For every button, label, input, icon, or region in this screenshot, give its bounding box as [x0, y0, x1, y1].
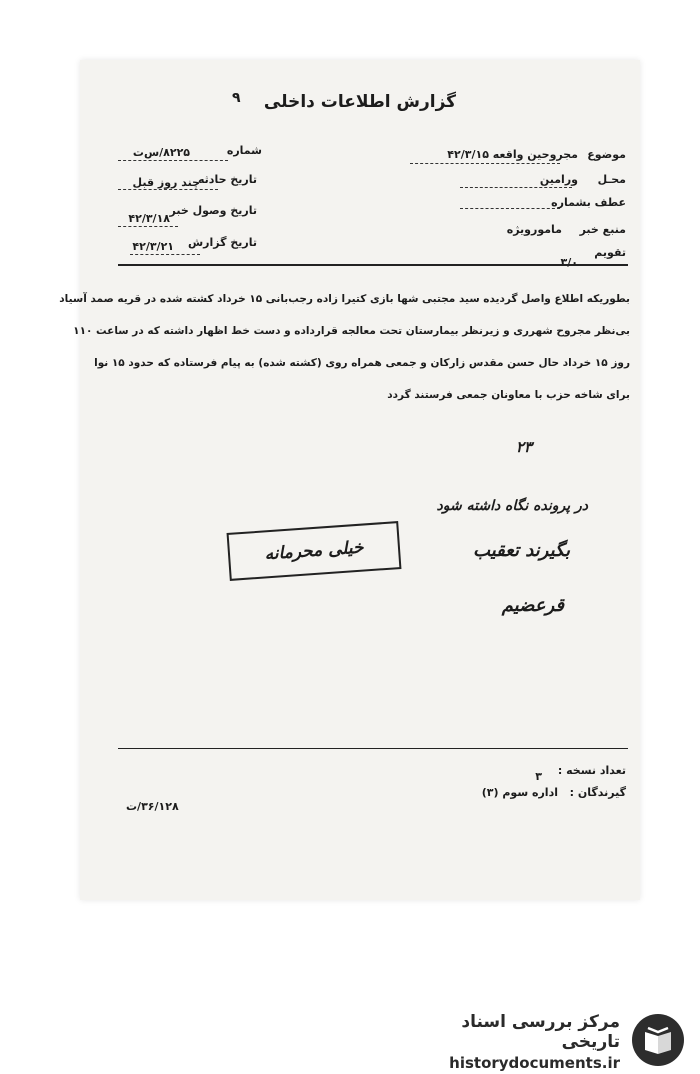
meta-number-line	[118, 160, 228, 161]
meta-incident-date-line	[118, 189, 218, 190]
meta-source-value: مامورویژه	[506, 223, 562, 236]
body-line: روز ۱۵ خرداد حال حسن مقدس زارکان و جمعی همراه روی (کشته شده) به پیام فرستاده که حدود ۱۵ نوا	[94, 357, 630, 369]
meta-subject-line	[410, 163, 560, 164]
meta-received-date-value: ۴۲/۳/۱۸	[128, 212, 170, 225]
meta-number-label: شماره	[226, 144, 262, 157]
handwritten-note: بگیرند تعقیب	[473, 540, 570, 561]
book-icon	[628, 1010, 688, 1070]
meta-incident-date-value: چند روز قبل	[132, 176, 200, 189]
brand-name: مرکز بررسی اسناد تاریخی	[461, 1012, 620, 1052]
corner-mark: ۹	[232, 90, 241, 106]
body-line: بی‌نظر مجروح شهرری و زیر‌نظر بیمارستان تحت معالجه قرارداده و دست خط اظهار داشته که در ساعت ۱۱۰	[73, 325, 630, 337]
meta-reference-label: عطف بشماره	[551, 196, 626, 209]
meta-received-date-line	[118, 226, 178, 227]
meta-number-value: ۸۲۲۵/س‌ت	[132, 146, 190, 159]
meta-incident-date-label: تاریخ حادثه	[198, 173, 257, 186]
meta-calendar-value: ۳/۰	[560, 256, 578, 269]
meta-report-date-label: تاریخ گزارش	[187, 236, 257, 249]
body-line: برای شاخه حزب با معاونان جمعی فرستند گردد	[387, 389, 630, 401]
handwritten-signature: قرعضیم	[501, 595, 564, 616]
meta-location-value: ورامین	[539, 173, 578, 186]
recipients-value: اداره سوم (۳)	[481, 786, 558, 799]
document-title: گزارش اطلاعات داخلی	[263, 92, 457, 112]
meta-received-date-label: تاریخ وصول خبر	[169, 204, 257, 217]
meta-location-line	[460, 187, 572, 188]
meta-source-label: منبع خبر	[579, 223, 626, 236]
footer-rule	[118, 748, 628, 749]
copies-value: ۳	[535, 770, 542, 783]
meta-location-label: محـل	[597, 173, 626, 186]
brand-block	[420, 1012, 620, 1072]
handwritten-number: ۲۳	[515, 438, 532, 456]
meta-reference-line	[460, 208, 560, 209]
meta-report-date-value: ۴۲/۳/۲۱	[132, 240, 174, 253]
meta-subject-value: مجروحین واقعه ۴۲/۳/۱۵	[447, 148, 578, 161]
confidential-stamp: خیلی محرمانه	[227, 521, 402, 581]
meta-report-date-line	[130, 254, 200, 255]
recipients-label: گیرندگان :	[569, 786, 626, 799]
meta-calendar-label: تقویم	[594, 246, 626, 259]
reference-number: ۳۶/۱۲۸/ت	[126, 800, 179, 813]
handwritten-note: در پرونده نگاه داشته شود	[436, 498, 588, 514]
copies-label: تعداد نسخه :	[557, 764, 626, 777]
meta-subject-label: موضوع	[587, 148, 626, 161]
brand-url[interactable]: historydocuments.ir	[449, 1054, 620, 1072]
header-rule	[118, 264, 628, 266]
body-line: بطوریکه اطلاع واصل گردیده سید مجتبی شها بازی کتیرا زاده رجب‌بانی ۱۵ خرداد کشته شده در قریه صمد آسیاد	[59, 293, 630, 305]
document-page	[59, 60, 640, 900]
